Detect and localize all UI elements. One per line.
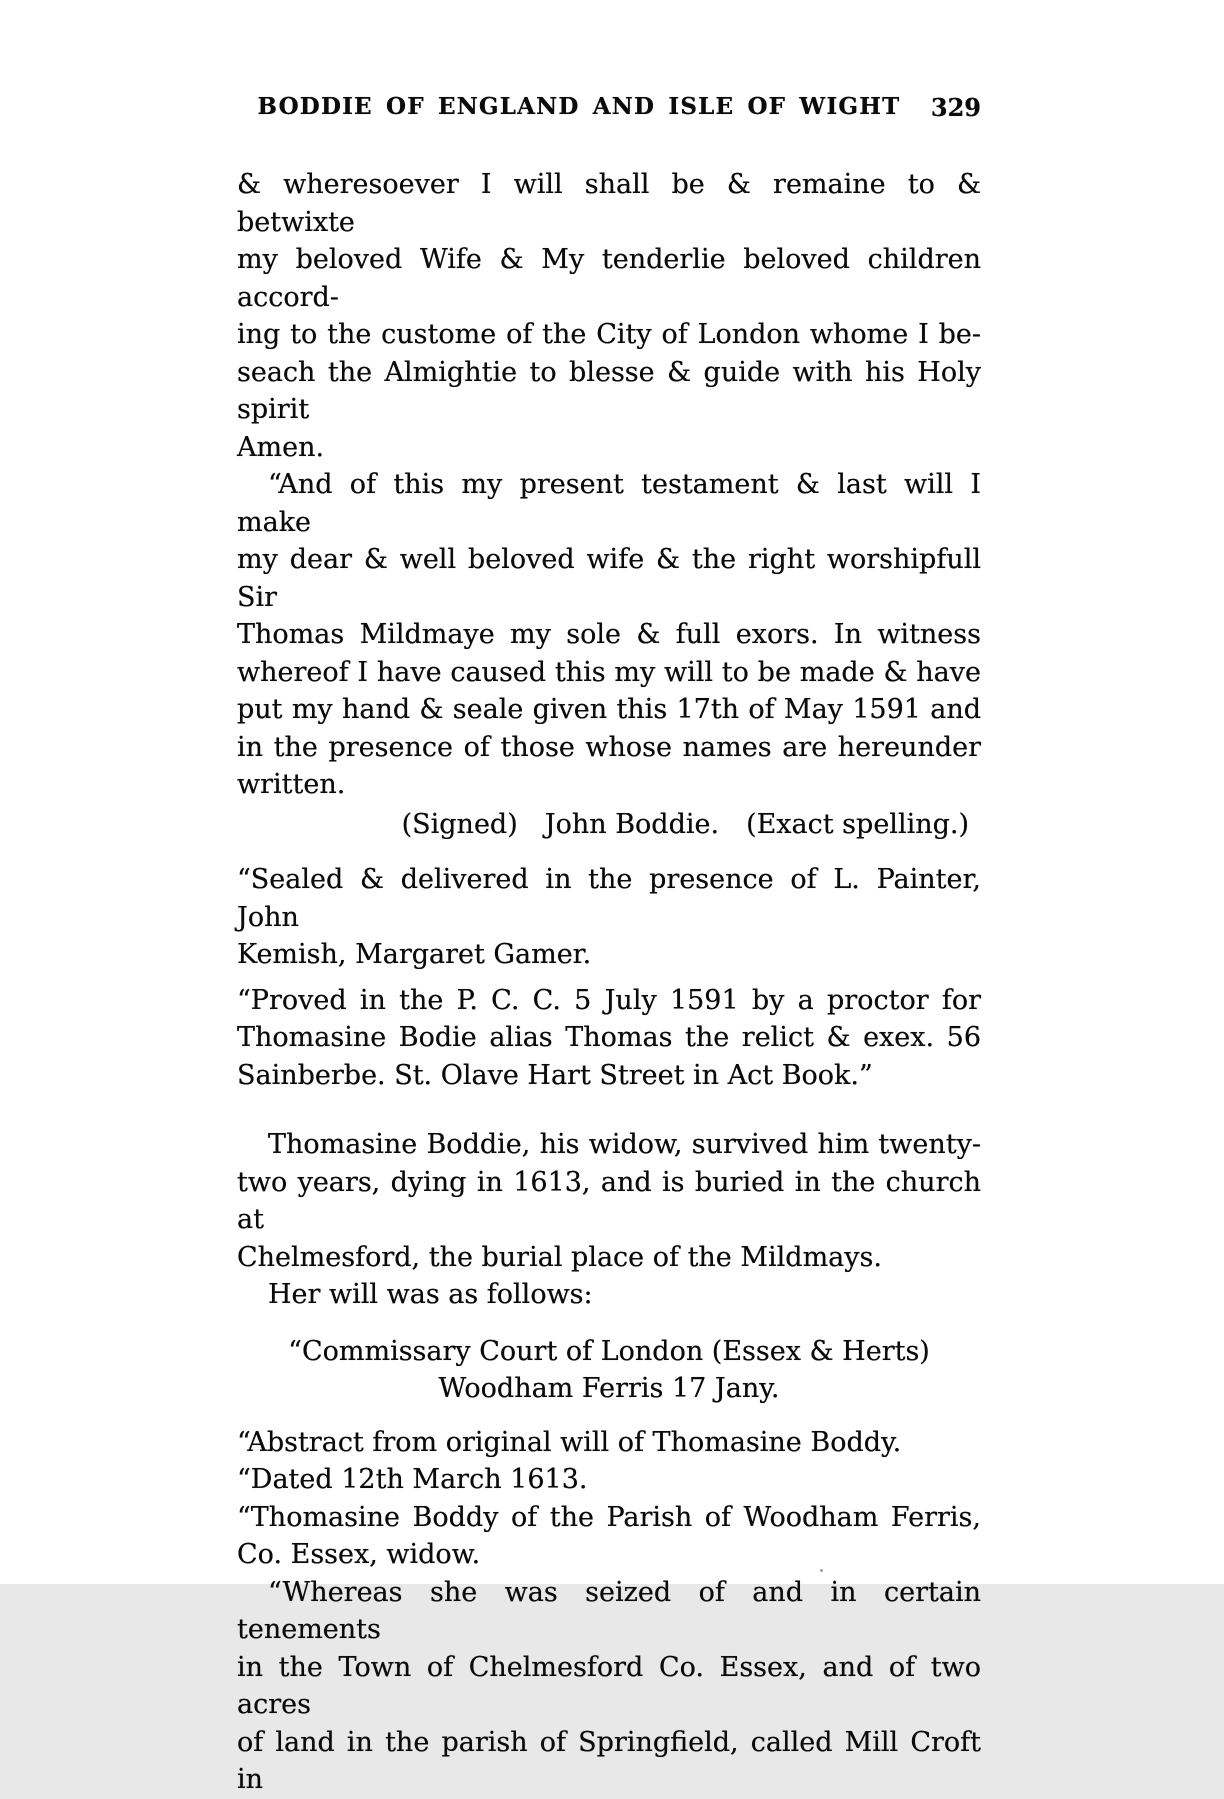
text-line: “Whereas she was seized of and in certain tenements (237, 1576, 981, 1645)
text-line: Thomasine Bodie alias Thomas the relict & exex. 56 (237, 1022, 981, 1053)
text-line: Amen. (237, 431, 325, 463)
text-line: & wheresoever I will shall be & remaine to & betwixte (237, 169, 981, 238)
text-line: “Sealed & delivered in the presence of L. Painter, John (237, 864, 981, 933)
text-line: two years, dying in 1613, and is buried in the church at (237, 1166, 981, 1235)
running-title: BODDIE OF ENGLAND AND ISLE OF WIGHT (257, 93, 901, 120)
paragraph-parish (237, 1499, 981, 1574)
text-line: seach the Almightie to blesse & guide with his Holy spirit (237, 356, 981, 425)
text-line: my dear & well beloved wife & the right worshipfull Sir (237, 544, 981, 613)
paragraph-court-heading (237, 1333, 981, 1408)
text-line: Thomas Mildmaye my sole & full exors. In witness (237, 619, 981, 650)
text-line: Chelmesford, the burial place of the Mildmays. (237, 1241, 882, 1273)
text-line: “And of this my present testament & last will I make (237, 469, 981, 538)
paragraph-whereas (237, 1574, 981, 1799)
page-body (237, 166, 981, 1799)
signatory-name: John Boddie. (544, 808, 720, 840)
scan-speck (820, 1569, 823, 1572)
paragraph-dated (237, 1461, 981, 1499)
text-line: “Abstract from original will of Thomasine Boddy. (237, 1426, 902, 1458)
text-line: Woodham Ferris 17 Jany. (438, 1373, 780, 1404)
text-line: “Thomasine Boddy of the Parish of Woodham Ferris, (237, 1501, 981, 1533)
paragraph-abstract (237, 1424, 981, 1462)
paragraph-her-will (237, 1276, 981, 1314)
text-line: written. (237, 769, 346, 800)
text-line: Sainberbe. St. Olave Hart Street in Act Book.” (237, 1059, 873, 1091)
spelling-note: (Exact spelling.) (746, 808, 969, 840)
paragraph-will-continuation (237, 166, 981, 466)
text-line: whereof I have caused this my will to be made & have (237, 656, 981, 688)
text-line: Her will was as follows: (268, 1279, 593, 1310)
signed-label: (Signed) (401, 808, 518, 840)
paragraph-widow (237, 1126, 981, 1276)
text-line: “Dated 12th March 1613. (237, 1464, 588, 1495)
paragraph-testament (237, 466, 981, 804)
text-line: of land in the parish of Springfield, called Mill Croft in (237, 1726, 981, 1795)
paragraph-proved (237, 982, 981, 1095)
page-header (237, 93, 981, 123)
text-line: ing to the custome of the City of London whome I be- (237, 319, 981, 350)
text-line: put my hand & seale given this 17th of May 1591 and (237, 694, 981, 725)
text-line: Co. Essex, widow. (237, 1539, 481, 1570)
text-line: in the Town of Chelmesford Co. Essex, and of two acres (237, 1651, 981, 1720)
text-line: Thomasine Boddie, his widow, survived him twenty- (268, 1129, 981, 1160)
text-line: Kemish, Margaret Gamer. (237, 939, 592, 970)
text-line: “Commissary Court of London (Essex & Herts) (288, 1335, 930, 1367)
text-line: “Proved in the P. C. C. 5 July 1591 by a proctor for (237, 984, 981, 1016)
text-line: my beloved Wife & My tenderlie beloved children accord- (237, 244, 981, 313)
paragraph-sealed (237, 861, 981, 974)
page-number: 329 (930, 93, 981, 122)
signature-line (237, 806, 981, 844)
text-line: in the presence of those whose names are hereunder (237, 731, 981, 763)
